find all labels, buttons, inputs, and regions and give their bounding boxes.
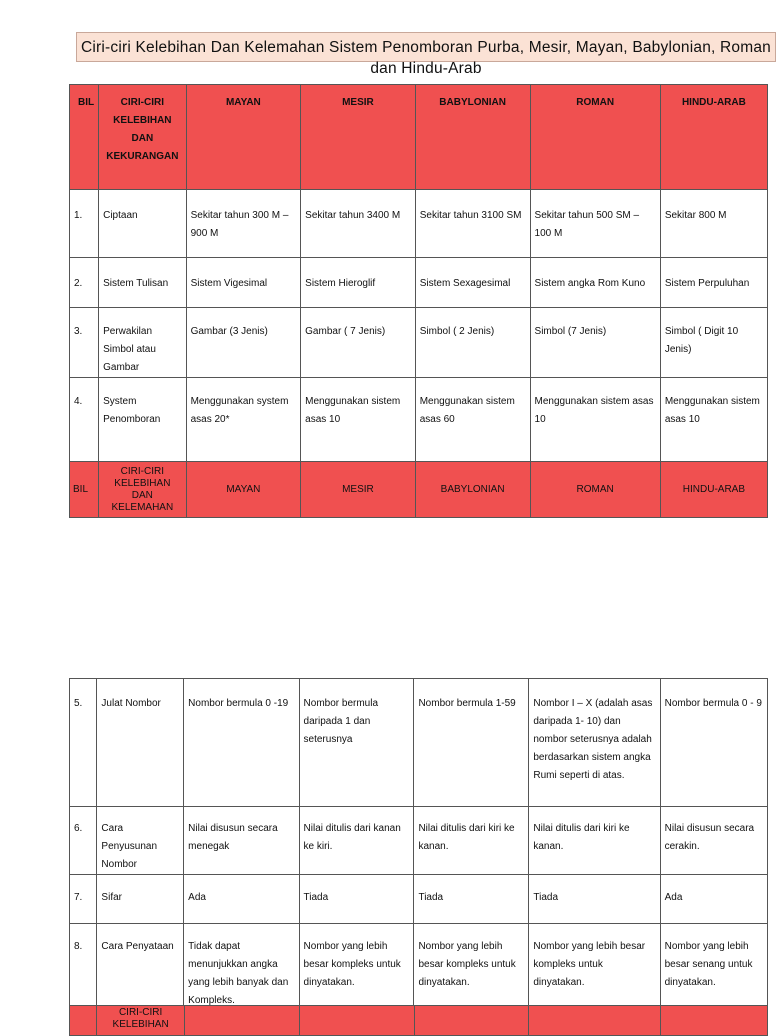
cell-babylonian: Nombor bermula 1-59	[414, 679, 529, 807]
cell-mesir: Nombor yang lebih besar kompleks untuk dinyatakan.	[299, 924, 414, 1011]
header-roman: ROMAN	[530, 85, 660, 190]
cell-ciri: Julat Nombor	[97, 679, 184, 807]
cell-babylonian: Sekitar tahun 3100 SM	[415, 190, 530, 258]
table-header-row	[70, 85, 768, 190]
table-row	[70, 378, 768, 462]
bottom-header-row	[70, 1006, 768, 1036]
cell-roman: Nilai ditulis dari kiri ke kanan.	[529, 807, 660, 875]
cell-no: 6.	[70, 807, 97, 875]
cell-mesir: Gambar ( 7 Jenis)	[301, 308, 416, 378]
header-babylonian: BABYLONIAN	[415, 85, 530, 190]
cell-mayan: Nombor bermula 0 -19	[184, 679, 299, 807]
bottom-header-mesir	[299, 1006, 414, 1036]
repeat-header-bil: BIL	[70, 462, 99, 518]
repeat-header-mayan: MAYAN	[186, 462, 301, 518]
table-row	[70, 924, 768, 1011]
table-row	[70, 308, 768, 378]
header-mayan: MAYAN	[186, 85, 301, 190]
header-ciri: CIRI-CIRI KELEBIHAN DAN KEKURANGAN	[99, 85, 186, 190]
bottom-header-ciri: CIRI-CIRI KELEBIHAN	[97, 1006, 184, 1036]
cell-roman: Sistem angka Rom Kuno	[530, 258, 660, 308]
cell-hindu-arab: Ada	[660, 875, 767, 924]
bottom-header-hindu-arab	[660, 1006, 767, 1036]
cell-babylonian: Nombor yang lebih besar kompleks untuk dinyatakan.	[414, 924, 529, 1011]
bottom-header-bil	[70, 1006, 97, 1036]
cell-roman: Simbol (7 Jenis)	[530, 308, 660, 378]
cell-mayan: Ada	[184, 875, 299, 924]
cell-babylonian: Menggunakan sistem asas 60	[415, 378, 530, 462]
cell-ciri: Perwakilan Simbol atau Gambar	[99, 308, 186, 378]
document-title: Ciri-ciri Kelebihan Dan Kelemahan Sistem Penomboran Purba, Mesir, Mayan, Babylonian, Roman dan Hindu-Arab	[81, 39, 771, 77]
cell-roman: Sekitar tahun 500 SM – 100 M	[530, 190, 660, 258]
bottom-header-roman	[529, 1006, 660, 1036]
bottom-header-mayan	[184, 1006, 299, 1036]
cell-roman: Nombor I – X (adalah asas daripada 1- 10) dan nombor seterusnya adalah berdasarkan sistem angka Rumi seperti di atas.	[529, 679, 660, 807]
repeat-header-babylonian: BABYLONIAN	[415, 462, 530, 518]
cell-mesir: Sekitar tahun 3400 M	[301, 190, 416, 258]
table-row	[70, 190, 768, 258]
repeat-header-mesir: MESIR	[301, 462, 416, 518]
cell-hindu-arab: Menggunakan sistem asas 10	[660, 378, 767, 462]
header-mesir: MESIR	[301, 85, 416, 190]
cell-mesir: Menggunakan sistem asas 10	[301, 378, 416, 462]
header-bil: BIL	[70, 85, 99, 190]
repeat-header-ciri: CIRI-CIRI KELEBIHAN DAN KELEMAHAN	[99, 462, 186, 518]
cell-babylonian: Tiada	[414, 875, 529, 924]
cell-ciri: Cara Penyataan	[97, 924, 184, 1011]
header-hindu-arab: HINDU-ARAB	[660, 85, 767, 190]
cell-mayan: Nilai disusun secara menegak	[184, 807, 299, 875]
comparison-table-bottom	[69, 678, 768, 1011]
comparison-table-top	[69, 84, 768, 518]
cell-roman: Menggunakan sistem asas 10	[530, 378, 660, 462]
cell-roman: Tiada	[529, 875, 660, 924]
cell-mesir: Tiada	[299, 875, 414, 924]
cell-no: 4.	[70, 378, 99, 462]
table-row	[70, 258, 768, 308]
cell-mesir: Nombor bermula daripada 1 dan seterusnya	[299, 679, 414, 807]
repeat-header-hindu-arab: HINDU-ARAB	[660, 462, 767, 518]
cell-no: 8.	[70, 924, 97, 1011]
cell-ciri: Sistem Tulisan	[99, 258, 186, 308]
cell-mayan: Menggunakan system asas 20*	[186, 378, 301, 462]
table-repeat-header-row	[70, 462, 768, 518]
bottom-header-table	[69, 1005, 768, 1036]
cell-hindu-arab: Sekitar 800 M	[660, 190, 767, 258]
repeat-header-roman: ROMAN	[530, 462, 660, 518]
cell-babylonian: Nilai ditulis dari kiri ke kanan.	[414, 807, 529, 875]
cell-ciri: Ciptaan	[99, 190, 186, 258]
table-row	[70, 679, 768, 807]
cell-no: 2.	[70, 258, 99, 308]
table-row	[70, 875, 768, 924]
cell-mayan: Sistem Vigesimal	[186, 258, 301, 308]
cell-no: 1.	[70, 190, 99, 258]
cell-hindu-arab: Simbol ( Digit 10 Jenis)	[660, 308, 767, 378]
cell-roman: Nombor yang lebih besar kompleks untuk dinyatakan.	[529, 924, 660, 1011]
cell-mayan: Tidak dapat menunjukkan angka yang lebih banyak dan Kompleks.	[184, 924, 299, 1011]
cell-ciri: Sifar	[97, 875, 184, 924]
cell-hindu-arab: Sistem Perpuluhan	[660, 258, 767, 308]
cell-no: 5.	[70, 679, 97, 807]
cell-hindu-arab: Nilai disusun secara cerakin.	[660, 807, 767, 875]
cell-hindu-arab: Nombor bermula 0 - 9	[660, 679, 767, 807]
cell-hindu-arab: Nombor yang lebih besar senang untuk dinyatakan.	[660, 924, 767, 1011]
cell-babylonian: Sistem Sexagesimal	[415, 258, 530, 308]
cell-ciri: Cara Penyusunan Nombor	[97, 807, 184, 875]
cell-babylonian: Simbol ( 2 Jenis)	[415, 308, 530, 378]
cell-no: 7.	[70, 875, 97, 924]
bottom-header-strip	[69, 1005, 768, 1030]
cell-no: 3.	[70, 308, 99, 378]
cell-mesir: Nilai ditulis dari kanan ke kiri.	[299, 807, 414, 875]
cell-mayan: Sekitar tahun 300 M – 900 M	[186, 190, 301, 258]
document-title-box	[76, 32, 776, 77]
cell-mayan: Gambar (3 Jenis)	[186, 308, 301, 378]
cell-ciri: System Penomboran	[99, 378, 186, 462]
cell-mesir: Sistem Hieroglif	[301, 258, 416, 308]
bottom-header-babylonian	[414, 1006, 529, 1036]
table-row	[70, 807, 768, 875]
